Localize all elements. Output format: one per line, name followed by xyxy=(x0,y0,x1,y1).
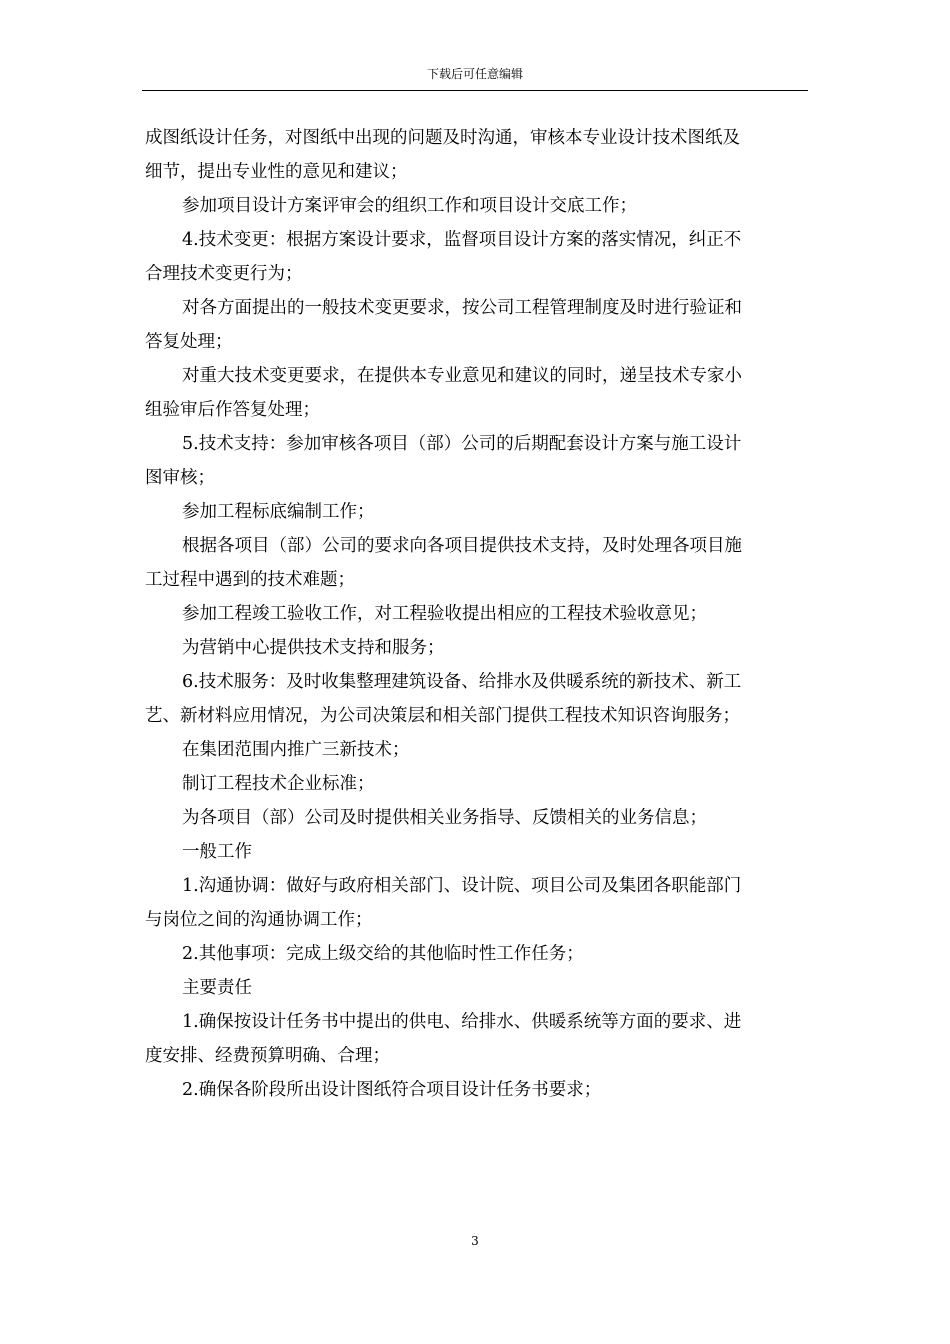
document-body xyxy=(145,121,810,1107)
text-line: 度安排、经费预算明确、合理； xyxy=(145,1046,390,1066)
text-line: 参加工程竣工验收工作，对工程验收提出相应的工程技术验收意见； xyxy=(182,604,707,624)
text-line: 工过程中遇到的技术难题； xyxy=(145,570,355,590)
text-line: 主要责任 xyxy=(182,978,252,998)
text-line: 制订工程技术企业标准； xyxy=(182,774,375,794)
text-line: 参加项目设计方案评审会的组织工作和项目设计交底工作； xyxy=(182,196,637,216)
text-line: 1.确保按设计任务书中提出的供电、给排水、供暖系统等方面的要求、进 xyxy=(182,1012,742,1032)
text-line: 1.沟通协调：做好与政府相关部门、设计院、项目公司及集团各职能部门 xyxy=(182,876,742,896)
text-line: 根据各项目（部）公司的要求向各项目提供技术支持，及时处理各项目施 xyxy=(182,536,742,556)
text-line: 2.确保各阶段所出设计图纸符合项目设计任务书要求； xyxy=(182,1080,602,1100)
text-line: 对重大技术变更要求，在提供本专业意见和建议的同时，递呈技术专家小 xyxy=(182,366,742,386)
text-line: 为营销中心提供技术支持和服务； xyxy=(182,638,445,658)
text-line: 细节，提出专业性的意见和建议； xyxy=(145,162,408,182)
text-line: 图审核； xyxy=(145,468,215,488)
page-header: 下载后可任意编辑 xyxy=(426,67,523,81)
text-line: 参加工程标底编制工作； xyxy=(182,502,375,522)
text-line: 答复处理； xyxy=(145,332,233,352)
text-line: 与岗位之间的沟通协调工作； xyxy=(145,910,373,930)
text-line: 组验审后作答复处理； xyxy=(145,400,320,420)
page-number: 3 xyxy=(471,1234,479,1248)
text-line: 成图纸设计任务，对图纸中出现的问题及时沟通，审核本专业设计技术图纸及 xyxy=(145,128,740,148)
text-line: 6.技术服务：及时收集整理建筑设备、给排水及供暖系统的新技术、新工 xyxy=(182,672,742,692)
text-line: 艺、新材料应用情况，为公司决策层和相关部门提供工程技术知识咨询服务； xyxy=(145,706,740,726)
text-line: 4.技术变更：根据方案设计要求，监督项目设计方案的落实情况，纠正不 xyxy=(182,230,742,250)
text-line: 对各方面提出的一般技术变更要求，按公司工程管理制度及时进行验证和 xyxy=(182,298,742,318)
text-line: 2.其他事项：完成上级交给的其他临时性工作任务； xyxy=(182,944,584,964)
text-line: 一般工作 xyxy=(182,842,252,862)
text-line: 为各项目（部）公司及时提供相关业务指导、反馈相关的业务信息； xyxy=(182,808,707,828)
header-divider xyxy=(142,90,808,91)
text-line: 合理技术变更行为； xyxy=(145,264,303,284)
text-line: 5.技术支持：参加审核各项目（部）公司的后期配套设计方案与施工设计 xyxy=(182,434,742,454)
text-line: 在集团范围内推广三新技术； xyxy=(182,740,410,760)
